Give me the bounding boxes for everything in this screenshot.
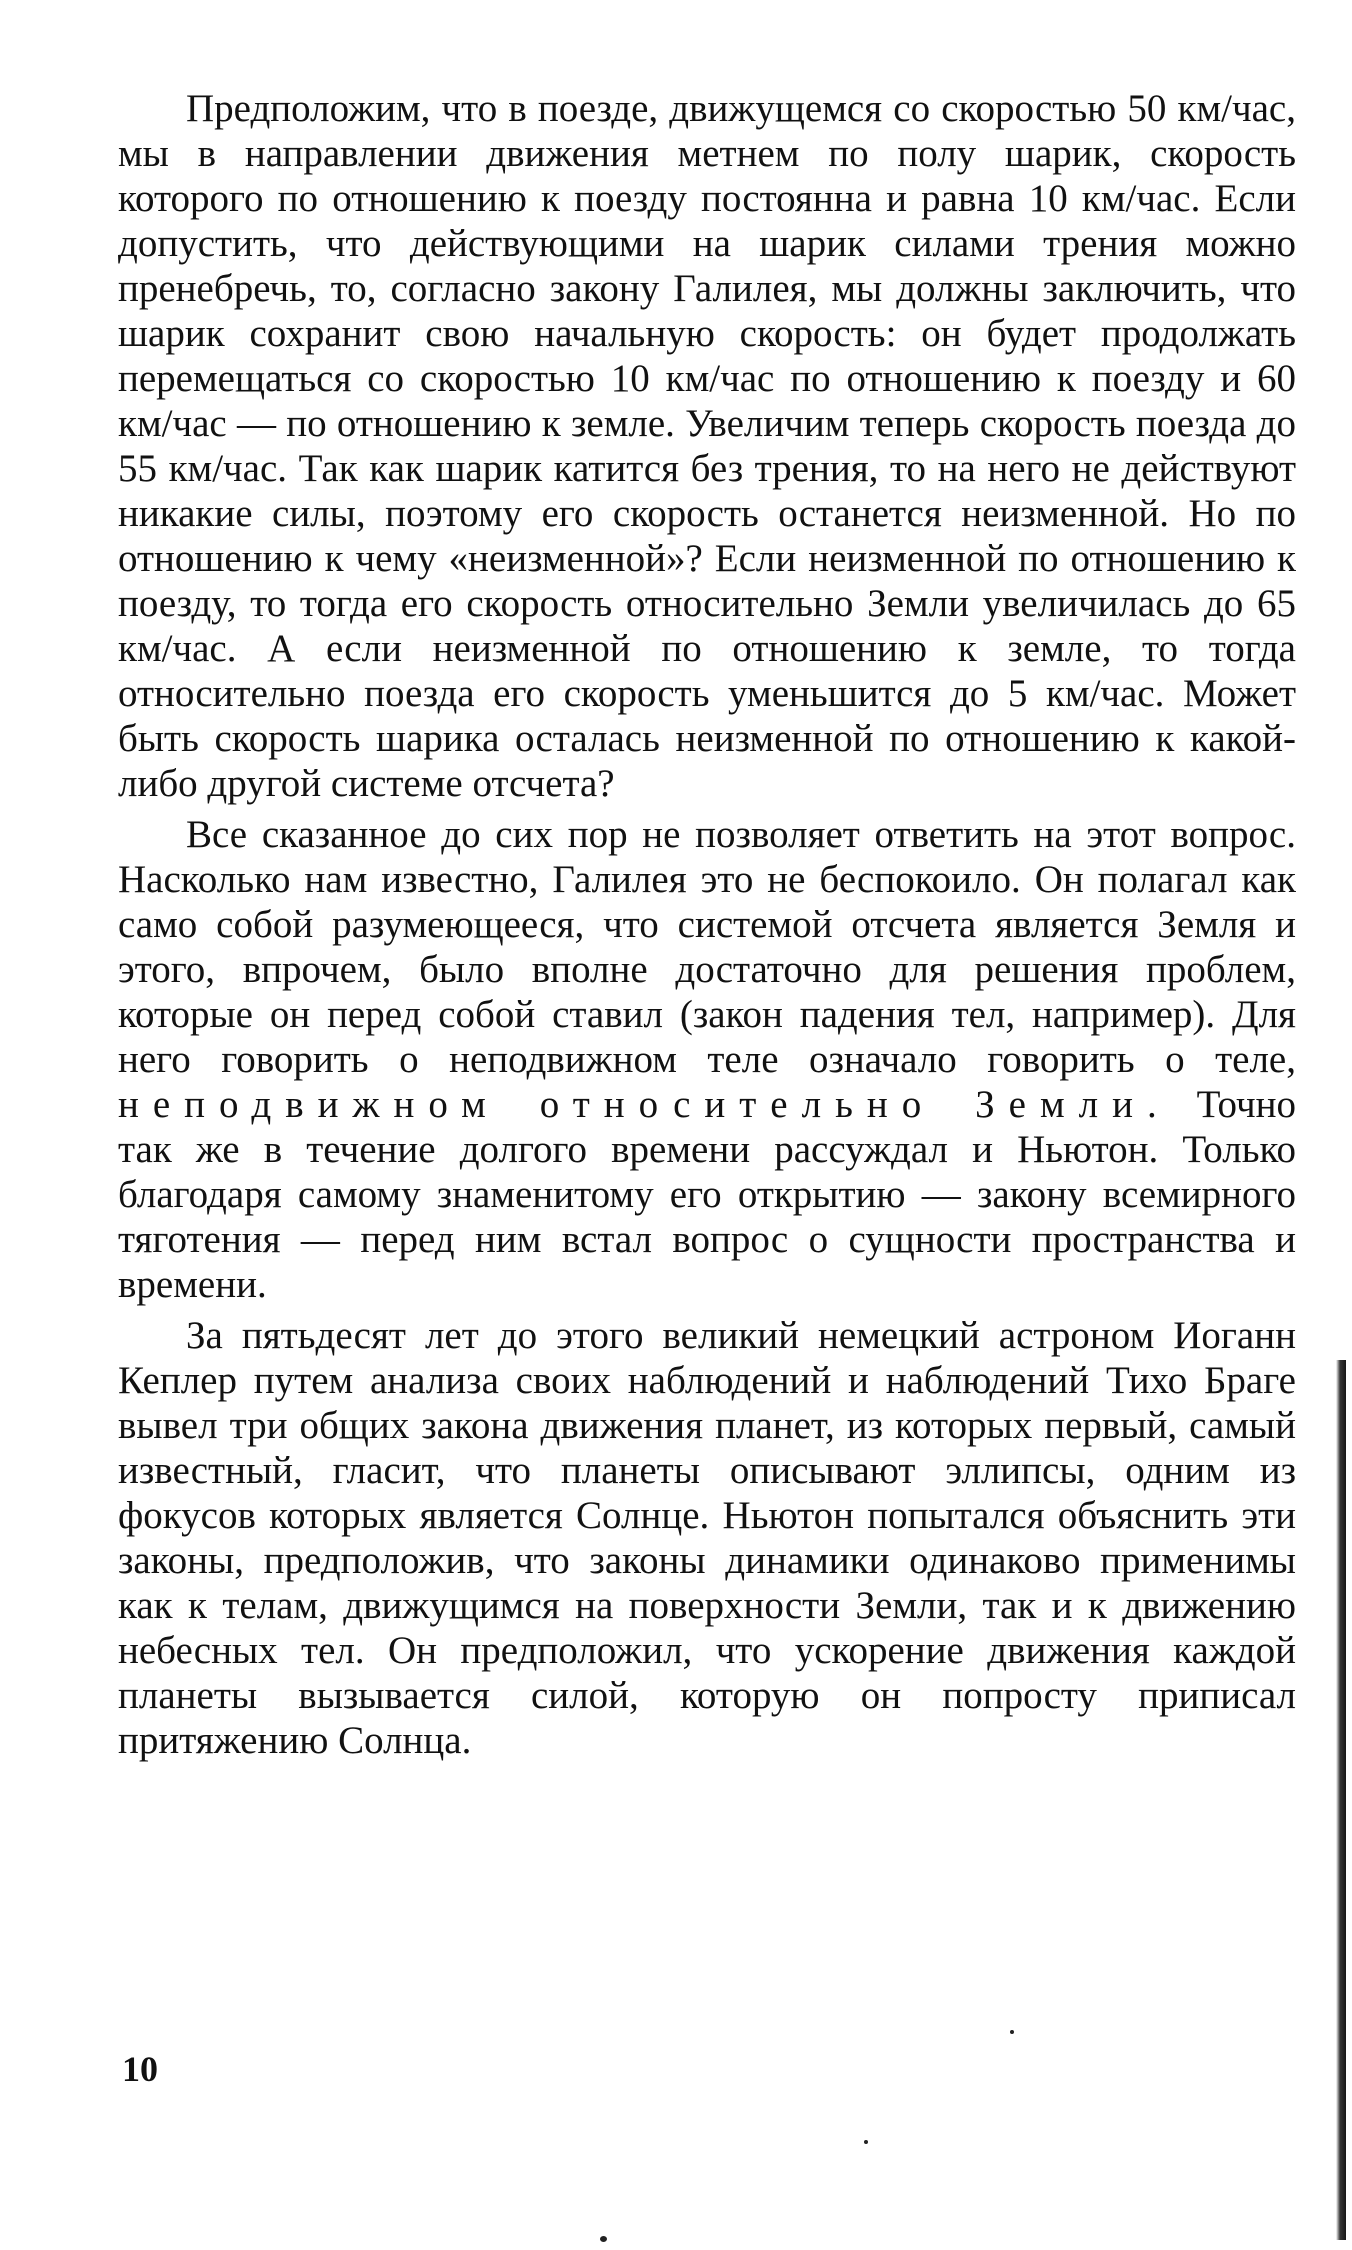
- paragraph-2-text-after: Точно так же в течение долгого времени рассуждал и Ньютон. Только благодаря самому знаменитому его открытию — закону всемирного тяготения — перед ним встал вопрос о сущности пространства и времени.: [118, 1083, 1296, 1306]
- scan-speck: [1010, 2030, 1014, 2034]
- paragraph-3: За пятьдесят лет до этого великий немецкий астроном Иоганн Кеплер путем анализа своих наблюдений и наблюдений Тихо Браге вывел три общих закона движения планет, из которых первый, самый известный, гласит, что планеты описывают эллипсы, одним из фокусов которых является Солнце. Ньютон попытался объяснить эти законы, предположив, что законы динамики одинаково применимы как к телам, движущимся на поверхности Земли, так и к движению небесных тел. Он предположил, что ускорение движения каждой планеты вызывается силой, которую он попросту приписал притяжению Солнца.: [118, 1314, 1296, 1762]
- scan-speck: [600, 2236, 607, 2242]
- paragraph-2-emphasis: неподвижном относительно Земли.: [118, 1083, 1171, 1126]
- scan-speck: [864, 2140, 868, 2144]
- paragraph-2-text-before: Все сказанное до сих пор не позволяет ответить на этот вопрос. Насколько нам известно, Галилея это не беспокоило. Он полагал как само собой разумеющееся, что системой отсчета является Земля и этого, впрочем, было вполне достаточно для решения проблем, которые он перед собой ставил (закон падения тел, например). Для него говорить о неподвижном теле означало говорить о теле,: [118, 813, 1296, 1081]
- paragraph-1: Предположим, что в поезде, движущемся со скоростью 50 км/час, мы в направлении движения метнем по полу шарик, скорость которого по отношению к поезду постоянна и равна 10 км/час. Если допустить, что действующими на шарик силами трения можно пренебречь, то, согласно закону Галилея, мы должны заключить, что шарик сохранит свою начальную скорость: он будет продолжать перемещаться со скоростью 10 км/час по отношению к поезду и 60 км/час — по отношению к земле. Увеличим теперь скорость поезда до 55 км/час. Так как шарик катится без трения, то на него не действуют никакие силы, поэтому его скорость останется неизменной. Но по отношению к чему «неизменной»? Если неизменной по отношению к поезду, то тогда его скорость относительно Земли увеличилась до 65 км/час. А если неизменной по отношению к земле, то тогда относительно поезда его скорость уменьшится до 5 км/час. Может быть скорость шарика осталась неизменной по отношению к какой-либо другой системе отсчета?: [118, 87, 1296, 805]
- page-number: 10: [122, 2049, 158, 2089]
- page-edge-shadow: [1336, 1360, 1346, 2240]
- body-text: [118, 86, 1296, 1763]
- paragraph-2: [118, 812, 1296, 1307]
